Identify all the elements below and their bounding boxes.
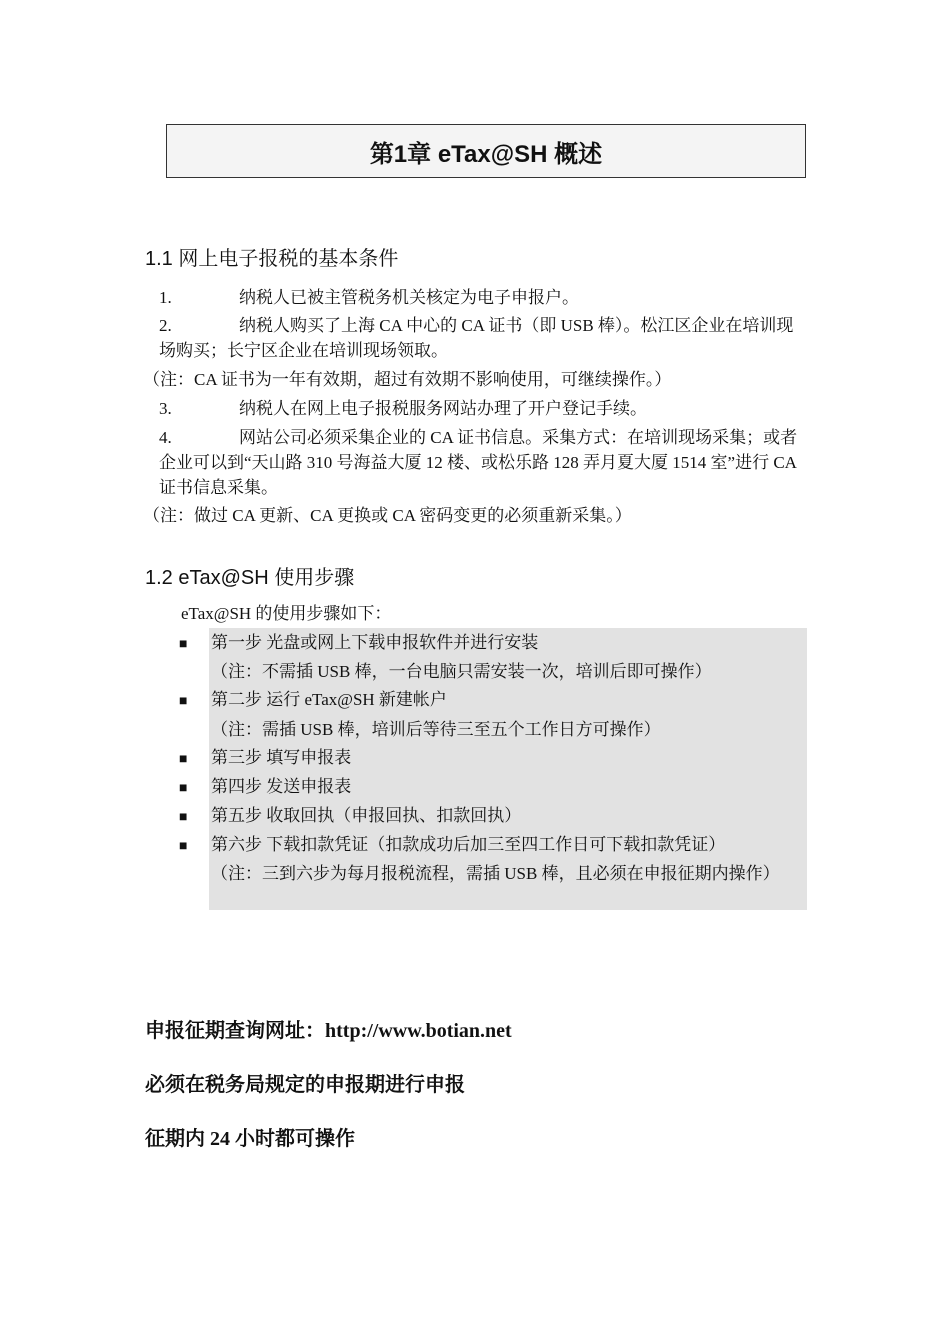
step-3-6-note: （注：三到六步为每月报税流程，需插 USB 棒，且必须在申报征期内操作） — [211, 864, 780, 883]
step-text: 第一步 光盘或网上下载申报软件并进行安装 — [211, 633, 539, 652]
bullet-icon: ■ — [179, 637, 188, 652]
condition-item-1 — [159, 285, 807, 310]
step-4 — [179, 773, 351, 803]
bullet-icon: ■ — [179, 839, 188, 854]
filing-hours-note: 征期内 24 小时都可操作 — [145, 1128, 355, 1150]
step-text: 第三步 填写申报表 — [211, 748, 352, 767]
item-text: 纳税人在网上电子报税服务网站办理了开户登记手续。 — [239, 399, 647, 418]
step-text: 第五步 收取回执（申报回执、扣款回执） — [211, 806, 522, 825]
step-text: 第四步 发送申报表 — [211, 777, 352, 796]
step-5 — [179, 802, 521, 832]
bullet-icon: ■ — [179, 781, 188, 796]
item-number: 2. — [159, 316, 172, 335]
item-number: 3. — [159, 399, 172, 418]
condition-item-2 — [159, 313, 807, 363]
step-text: 第二步 运行 eTax@SH 新建帐户 — [211, 690, 447, 709]
steps-intro: eTax@SH 的使用步骤如下： — [181, 604, 392, 623]
step-1-note: （注：不需插 USB 棒，一台电脑只需安装一次，培训后即可操作） — [211, 662, 712, 681]
step-2 — [179, 686, 447, 716]
section-heading-1-2: 1.2 eTax@SH 使用步骤 — [145, 567, 355, 589]
bullet-icon: ■ — [179, 752, 188, 767]
note-ca-validity: （注：CA 证书为一年有效期，超过有效期不影响使用，可继续操作。） — [143, 370, 672, 389]
chapter-title: 第1章 eTax@SH 概述 — [166, 124, 806, 178]
filing-period-requirement: 必须在税务局规定的申报期进行申报 — [145, 1074, 465, 1096]
filing-period-url-line: 申报征期查询网址：http://www.botian.net — [145, 1020, 512, 1042]
step-2-note: （注：需插 USB 棒，培训后等待三至五个工作日方可操作） — [211, 720, 661, 739]
item-text: 纳税人购买了上海 CA 中心的 CA 证书（即 USB 棒）。松江区企业在培训现场购买；长宁区企业在培训现场领取。 — [159, 316, 794, 360]
item-text: 纳税人已被主管税务机关核定为电子申报户。 — [239, 288, 579, 307]
step-text: 第六步 下载扣款凭证（扣款成功后加三至四工作日可下载扣款凭证） — [211, 835, 726, 854]
condition-item-3 — [159, 396, 807, 421]
item-number: 1. — [159, 288, 172, 307]
bullet-icon: ■ — [179, 810, 188, 825]
step-3 — [179, 744, 351, 774]
step-1 — [179, 629, 538, 659]
item-text: 网站公司必须采集企业的 CA 证书信息。采集方式：在培训现场采集；或者企业可以到“天山路 310 号海益大厦 12 楼、或松乐路 128 弄月夏大厦 1514 室”进行 CA 证书信息采集。 — [159, 428, 798, 497]
condition-item-4 — [159, 425, 807, 500]
section-heading-1-1: 1.1 网上电子报税的基本条件 — [145, 248, 399, 270]
note-ca-recollect: （注：做过 CA 更新、CA 更换或 CA 密码变更的必须重新采集。） — [143, 506, 632, 525]
step-6 — [179, 831, 725, 861]
bullet-icon: ■ — [179, 694, 188, 709]
item-number: 4. — [159, 428, 172, 447]
